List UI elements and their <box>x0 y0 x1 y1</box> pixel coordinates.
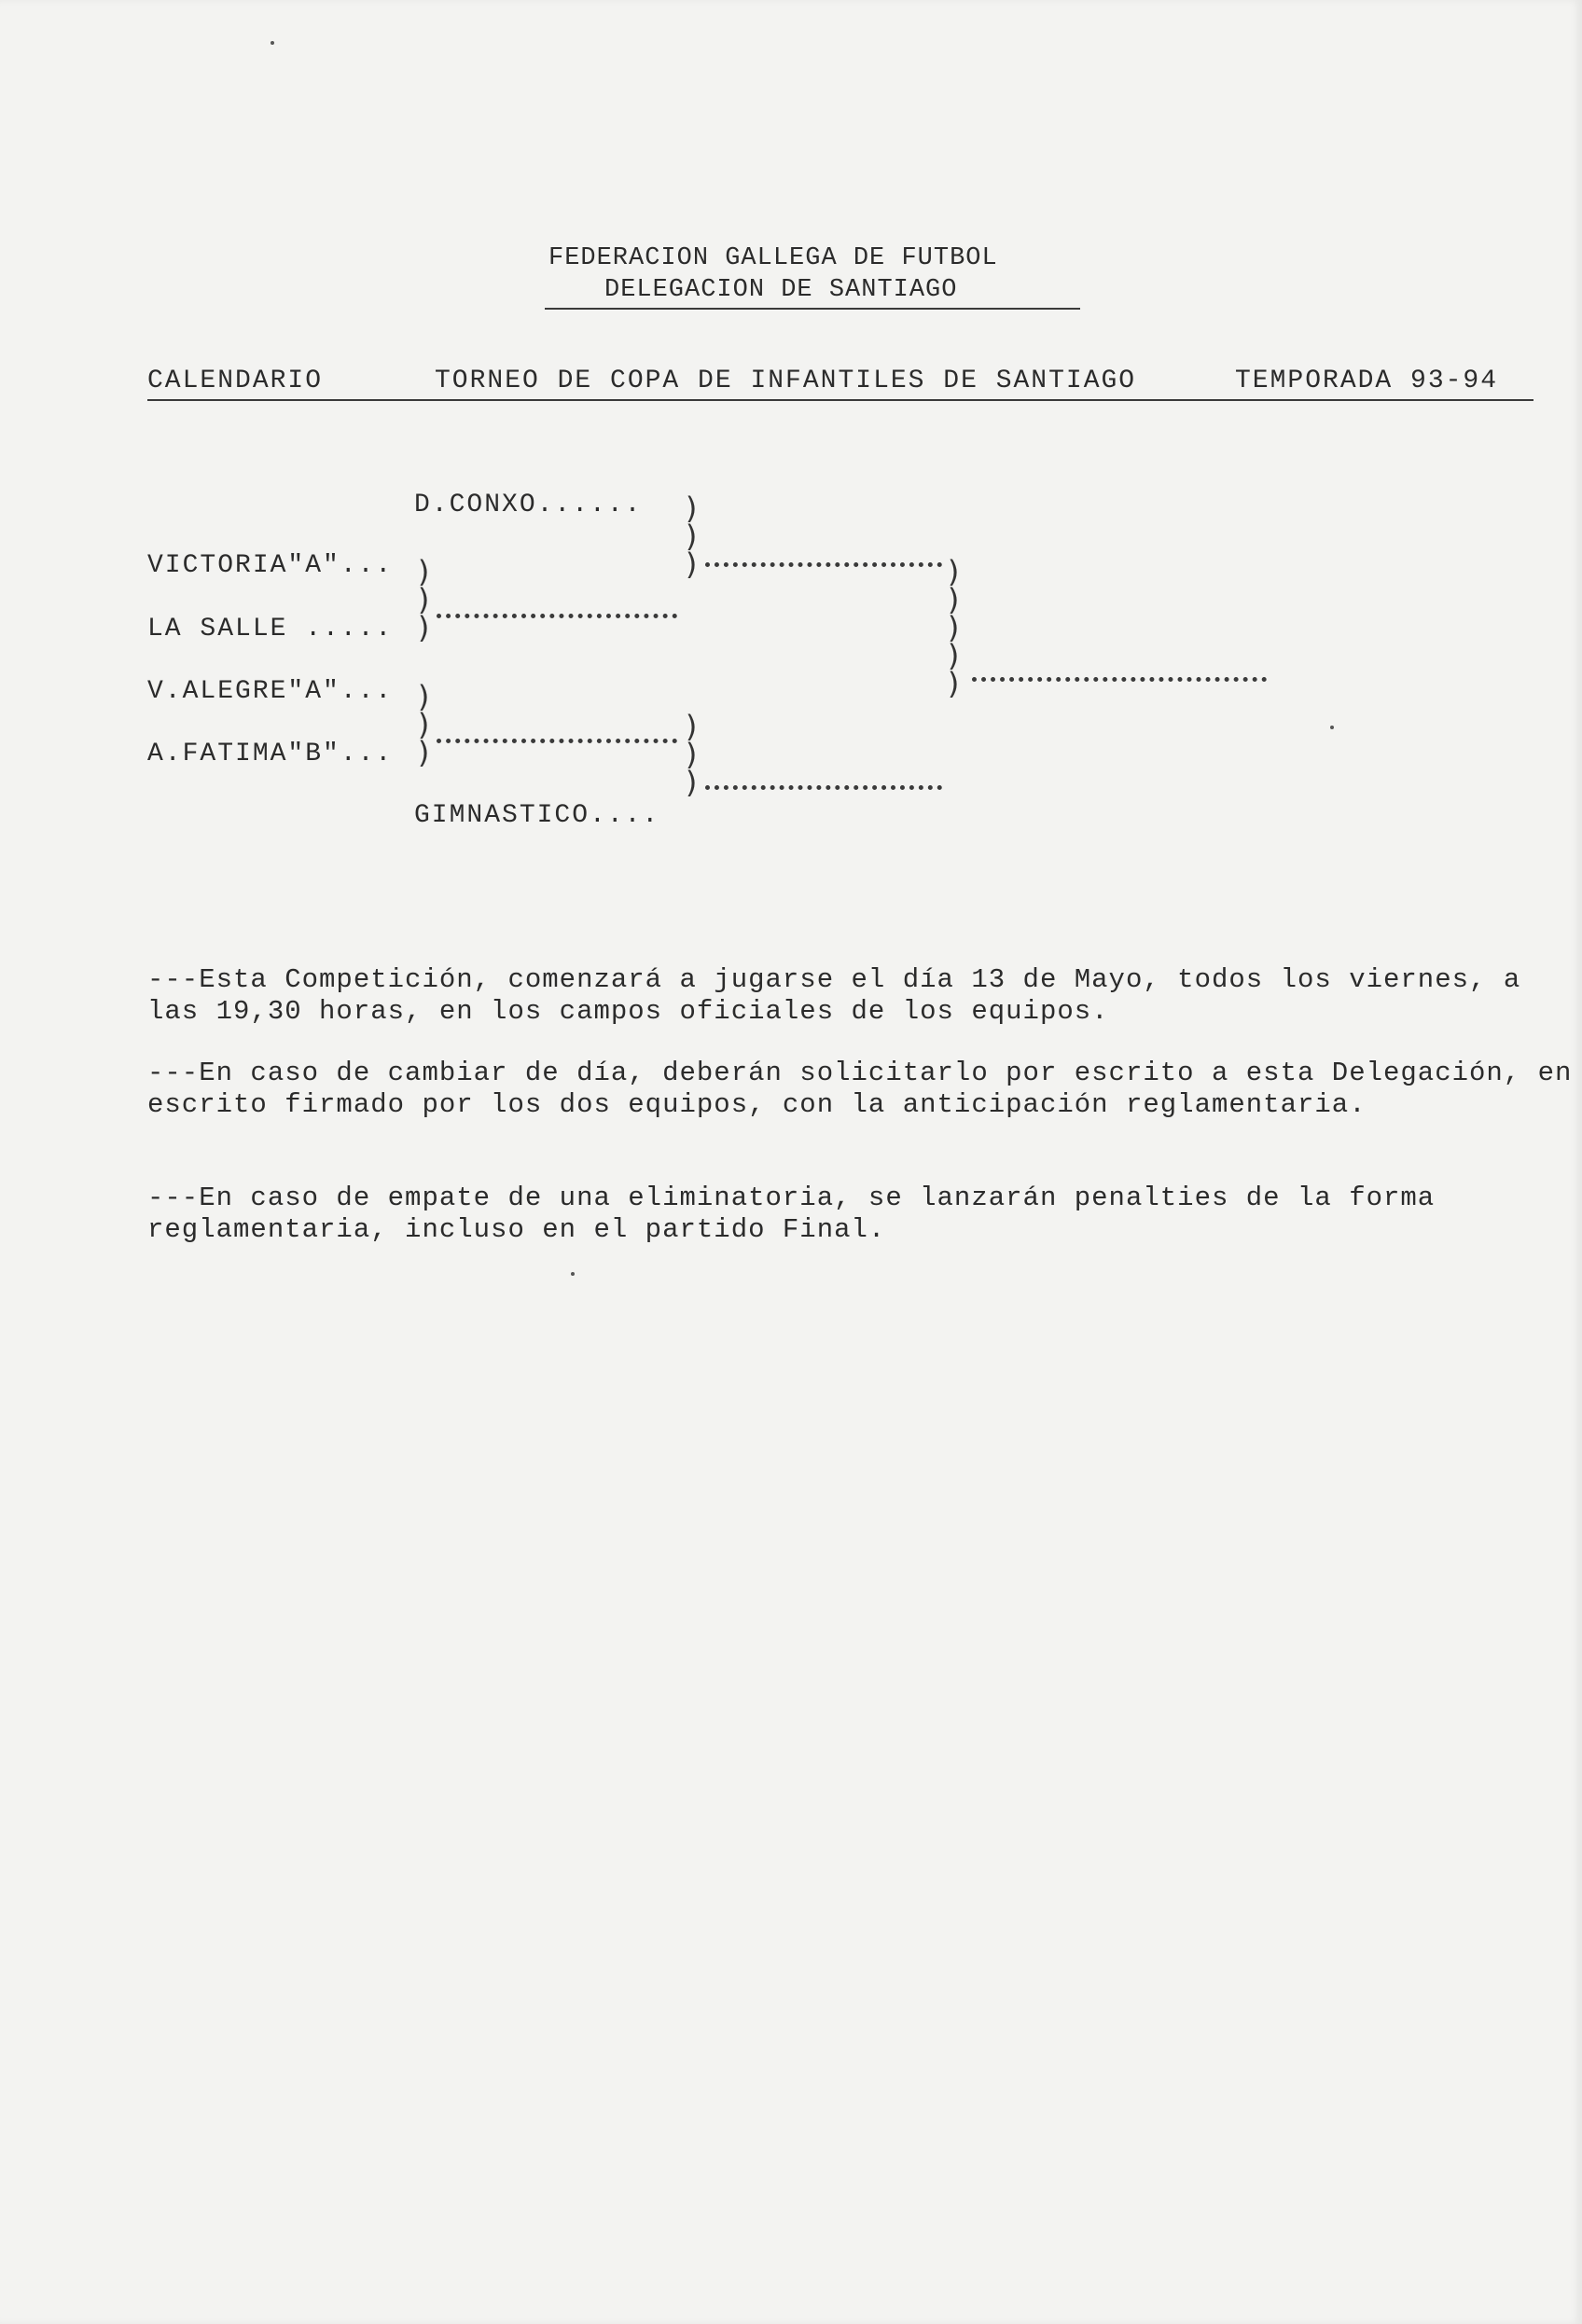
paper-speck <box>1330 726 1334 729</box>
team-victoria-a: VICTORIA"A"... <box>147 551 394 580</box>
paper-speck <box>271 41 274 45</box>
bracket-line <box>437 739 677 743</box>
team-v-alegre-a: V.ALEGRE"A"... <box>147 677 394 706</box>
bracket-brace: ) ) ) ) ) <box>945 554 964 701</box>
paragraph-schedule: ---Esta Competición, comenzará a jugarse el día 13 de Mayo, todos los viernes, a las 19,30 horas, en los campos oficiales de los equipos. <box>147 964 1521 1027</box>
calendar-label: CALENDARIO <box>147 367 324 395</box>
bracket-brace: ) ) ) <box>415 679 434 770</box>
bracket-line <box>705 562 942 567</box>
bye-team-gimnastico: GIMNASTICO.... <box>414 801 660 830</box>
tournament-title: TORNEO DE COPA DE INFANTILES DE SANTIAGO <box>435 367 1137 395</box>
team-a-fatima-b: A.FATIMA"B"... <box>147 740 394 768</box>
calendar-underline <box>147 399 1533 401</box>
paragraph-date-change: ---En caso de cambiar de día, deberán solicitarlo por escrito a esta Delegación, en escrito firmado por los dos equipos, con la anticipación reglamentaria. <box>147 1058 1573 1120</box>
bracket-brace: ) ) ) <box>683 491 701 582</box>
bracket-brace: ) ) ) <box>683 709 701 800</box>
bye-team-conxo: D.CONXO...... <box>414 491 643 519</box>
paper-speck <box>571 1272 575 1276</box>
paragraph-tiebreak: ---En caso de empate de una eliminatoria, se lanzarán penalties de la forma reglamentaria, incluso en el partido Final. <box>147 1183 1436 1245</box>
federation-title: FEDERACION GALLEGA DE FUTBOL <box>548 244 998 272</box>
bracket-final-line <box>972 677 1267 682</box>
bracket-line <box>705 785 942 790</box>
season-label: TEMPORADA 93-94 <box>1235 367 1499 395</box>
header-underline <box>545 308 1080 310</box>
delegation-title: DELEGACION DE SANTIAGO <box>604 276 958 304</box>
team-la-salle: LA SALLE ..... <box>147 615 394 643</box>
bracket-brace: ) ) ) <box>415 554 434 645</box>
bracket-line <box>437 614 677 618</box>
